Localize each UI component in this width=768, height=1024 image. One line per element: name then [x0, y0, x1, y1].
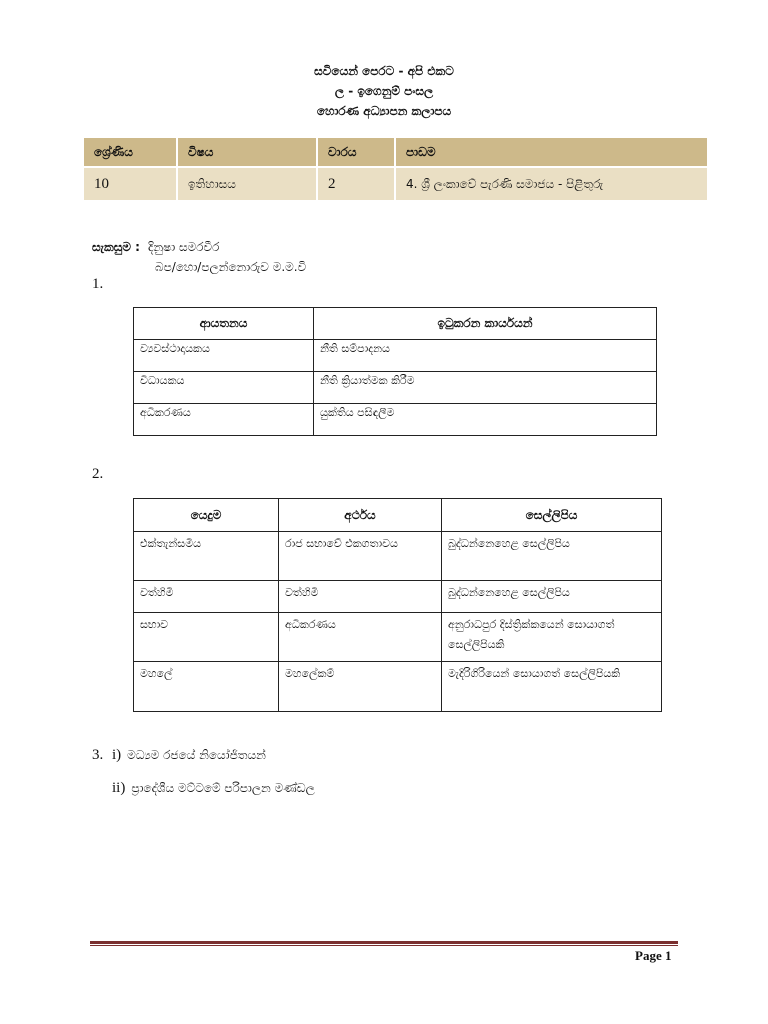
- term-value: 2: [317, 167, 395, 200]
- lesson-info-table: [84, 138, 707, 200]
- lesson-value: 4. ශ්‍රී ලංකාවේ පැරණි සමාජය - පිළිතුරු: [395, 167, 707, 200]
- table-cell: බුද්ධන්නෙහෙළ සෙල්ලිපිය: [442, 532, 662, 581]
- answer-i-label: i): [112, 747, 122, 763]
- table-row: [134, 581, 662, 613]
- table-cell: මැදිරිගිරියෙන් සොයාගත් සෙල්ලිපියකි: [442, 662, 662, 712]
- table-cell: රාජ සභාවේ එකගතාවය: [279, 532, 442, 581]
- table-row: [134, 340, 657, 372]
- table-header-row: [134, 308, 657, 340]
- function-header: ඉටුකරන කාර්යයන්: [314, 308, 657, 340]
- grade-value: 10: [84, 167, 177, 200]
- lesson-header: පාඩම: [395, 138, 707, 167]
- table-cell: ව්‍යවස්ථාදායකය: [134, 340, 314, 372]
- header-line-1: සවියෙන් පෙරට - අපි එකට: [314, 64, 454, 78]
- page-number: Page 1: [635, 948, 672, 963]
- question-3-answer-ii: [112, 780, 315, 797]
- answer-i-text: මධ්‍යම රජයේ නියෝජිතයන්: [127, 748, 266, 762]
- institution-header: ආයතනය: [134, 308, 314, 340]
- lesson-info-row: [84, 167, 707, 200]
- header-line-3: හොරණ අධ්‍යාපන කලාපය: [316, 104, 452, 118]
- table-cell: අධිකරණය: [279, 613, 442, 662]
- footer-rule-thick: [90, 941, 678, 944]
- table-cell: සභාව: [134, 613, 279, 662]
- table-cell: අනුරාධපුර දිස්ත්‍රික්කයෙන් සොයාගත් සෙල්ලිපියකි: [442, 613, 662, 662]
- author-label: සැකසුම :: [92, 240, 140, 254]
- table-header-row: [134, 499, 662, 532]
- term-header: වාරය: [317, 138, 395, 167]
- table-cell: මහලේ: [134, 662, 279, 712]
- table-cell: එක්තැන්සමිය: [134, 532, 279, 581]
- table-cell: වත්හිමි: [279, 581, 442, 613]
- table-cell: විධායකය: [134, 372, 314, 404]
- answer-ii-label: ii): [112, 780, 126, 796]
- meaning-column-header: අර්ථය: [279, 499, 442, 532]
- table-cell: නීති ක්‍රියාත්මක කිරීම: [314, 372, 657, 404]
- table-cell: නීති සම්පාදනය: [314, 340, 657, 372]
- header-line-2: ල - ඉගෙනුම් පංසල: [334, 84, 434, 98]
- table-cell: මහලේකම්: [279, 662, 442, 712]
- question-2-number: 2.: [92, 466, 104, 482]
- grade-header: ශ්‍රේණිය: [84, 138, 177, 167]
- table-cell: යුක්තිය පසිඳලීම: [314, 404, 657, 436]
- author-name: දිනුෂා සමරවීර: [148, 240, 220, 254]
- table-cell: අධිකරණය: [134, 404, 314, 436]
- table-row: [134, 532, 662, 581]
- subject-value: ඉතිහාසය: [177, 167, 317, 200]
- footer-rule-thin: [90, 945, 678, 946]
- author-school: බප/හො/පලන්නොරුව ම.ම.වි: [155, 260, 307, 274]
- question-1-table: [133, 307, 657, 436]
- subject-header: විෂය: [177, 138, 317, 167]
- inscription-column-header: සෙල්ලිපිය: [442, 499, 662, 532]
- table-row: [134, 404, 657, 436]
- question-1-number: 1.: [92, 276, 104, 292]
- table-row: [134, 662, 662, 712]
- table-cell: වත්හිමි: [134, 581, 279, 613]
- table-row: [134, 613, 662, 662]
- question-2-table: [133, 498, 662, 712]
- question-3-number: 3.: [92, 747, 104, 763]
- question-3-answer-i: [112, 747, 266, 764]
- lesson-info-header-row: [84, 138, 707, 167]
- table-cell: බුද්ධන්නෙහෙළ සෙල්ලිපිය: [442, 581, 662, 613]
- table-row: [134, 372, 657, 404]
- term-column-header: යෙදුම: [134, 499, 279, 532]
- answer-ii-text: ප්‍රාදේශීය මට්ටමේ පරිපාලන මණ්ඩල: [131, 781, 315, 795]
